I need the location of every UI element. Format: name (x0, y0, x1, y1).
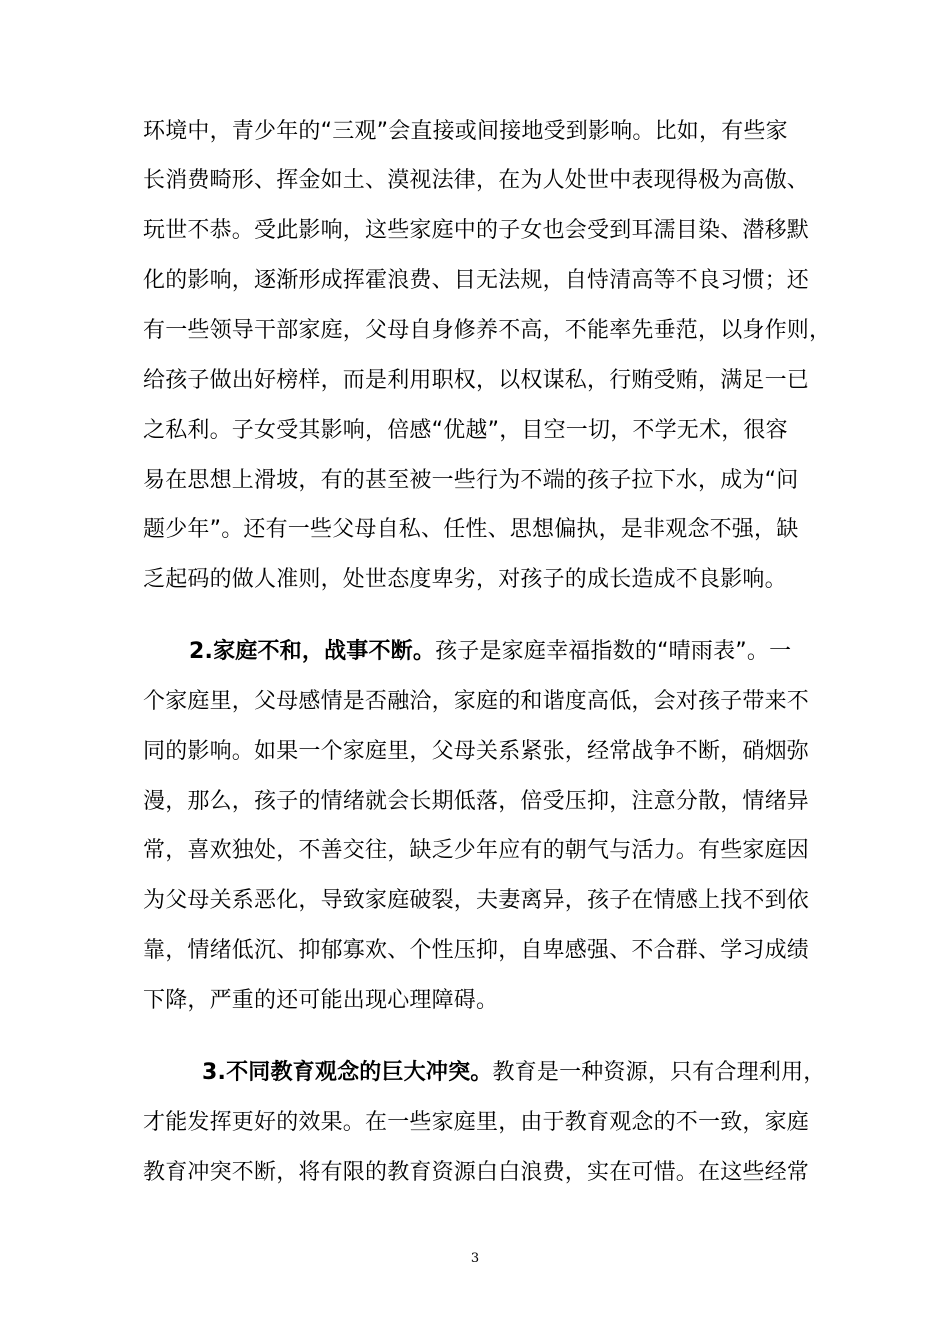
paragraph2-first-line (189, 637, 813, 667)
paragraph1-line-9: 题少年”。还有一些父母自私、任性、思想偏执，是非观念不强，缺 (143, 517, 799, 542)
paragraph3-heading: 3.不同教育观念的巨大冲突。 (202, 1060, 493, 1085)
paragraph2-line-5: 常，喜欢独处，不善交往，缺乏少年应有的朝气与活力。有些家庭因 (143, 838, 810, 863)
paragraph2-line-6: 为父母关系恶化，导致家庭破裂，夫妻离异，孩子在情感上找不到依 (143, 888, 810, 913)
page-number: 3 (470, 1251, 480, 1266)
paragraph1-line-2: 长消费畸形、挥金如土、漠视法律，在为人处世中表现得极为高傲、 (143, 168, 810, 193)
paragraph2-line-4: 漫，那么，孩子的情绪就会长期低落，倍受压抑，注意分散，情绪异 (143, 789, 810, 814)
paragraph1-line-6: 给孩子做出好榜样，而是利用职权，以权谋私，行贿受贿，满足一已 (143, 368, 810, 393)
paragraph1-line-10: 乏起码的做人准则，处世态度卑劣，对孩子的成长造成不良影响。 (143, 567, 787, 592)
paragraph3-line-3: 教育冲突不断，将有限的教育资源白白浪费，实在可惜。在这些经常 (143, 1160, 810, 1185)
paragraph3-first-line-text: 教育是一种资源，只有合理利用， (492, 1060, 826, 1085)
paragraph2-line-7: 靠，情绪低沉、抑郁寡欢、个性压抑，自卑感强、不合群、学习成绩 (143, 938, 810, 963)
paragraph1-line-5: 有一些领导干部家庭，父母自身修养不高，不能率先垂范，以身作则， (143, 318, 832, 343)
paragraph3-line-2: 才能发挥更好的效果。在一些家庭里，由于教育观念的不一致，家庭 (143, 1110, 810, 1135)
paragraph2-line-8: 下降，严重的还可能出现心理障碍。 (143, 988, 499, 1013)
paragraph1-line-4: 化的影响，逐渐形成挥霍浪费、目无法规，自恃清高等不良习惯；还 (143, 268, 810, 293)
paragraph1-line-8: 易在思想上滑坡，有的甚至被一些行为不端的孩子拉下水，成为“问 (143, 468, 799, 493)
paragraph2-line-2: 个家庭里，父母感情是否融洽，家庭的和谐度高低，会对孩子带来不 (143, 689, 810, 714)
paragraph1-line-7: 之私利。子女受其影响，倍感“优越”，目空一切，不学无术，很容 (143, 418, 788, 443)
paragraph1-line-3: 玩世不恭。受此影响，这些家庭中的子女也会受到耳濡目染、潜移默 (143, 218, 810, 243)
paragraph2-first-line-text: 孩子是家庭幸福指数的“晴雨表”。一 (435, 639, 792, 664)
paragraph3-first-line (202, 1058, 826, 1088)
paragraph2-heading: 2.家庭不和，战事不断。 (189, 639, 436, 664)
paragraph1-line-1: 环境中，青少年的“三观”会直接或间接地受到影响。比如，有些家 (143, 119, 788, 144)
paragraph2-line-3: 同的影响。如果一个家庭里，父母关系紧张，经常战争不断，硝烟弥 (143, 739, 810, 764)
